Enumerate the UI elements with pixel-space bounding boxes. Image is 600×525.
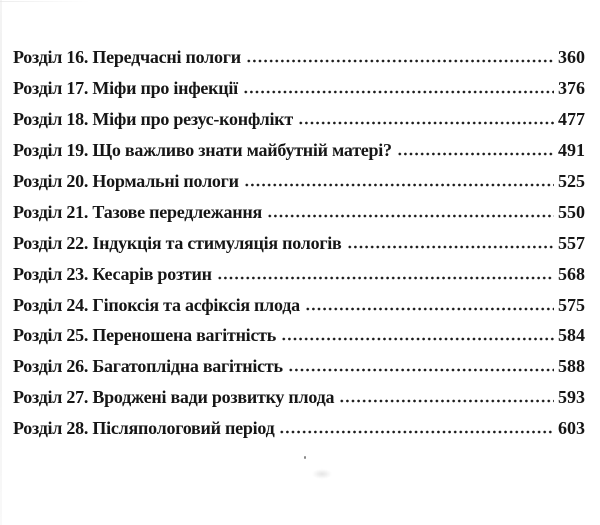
dot-leader — [281, 337, 554, 341]
toc-entry — [13, 413, 585, 444]
toc-entry-page: 550 — [558, 201, 585, 222]
dot-leader — [298, 121, 554, 125]
toc-entry — [13, 104, 585, 135]
toc-entry-label: Розділ 18. Міфи про резус-конфлікт — [13, 108, 293, 129]
dot-leader — [279, 430, 554, 434]
toc-entry-page: 557 — [558, 232, 585, 253]
toc-entry — [13, 73, 585, 104]
scan-smudge — [312, 469, 332, 479]
dot-leader — [217, 276, 554, 280]
toc-entry — [13, 228, 585, 259]
toc-entry-label: Розділ 16. Передчасні пологи — [13, 47, 241, 67]
toc-entry-label: Розділ 26. Багатоплідна вагітність — [13, 356, 283, 377]
toc-entry — [13, 42, 585, 73]
toc-entry-label: Розділ 25. Переношена вагітність — [13, 325, 277, 346]
dot-leader — [397, 152, 554, 156]
toc-entry — [13, 166, 585, 197]
toc-entry — [13, 290, 585, 321]
toc-entry-page: 593 — [558, 387, 585, 408]
dot-leader — [267, 214, 554, 218]
scan-speck — [304, 456, 306, 459]
toc-entry-label: Розділ 21. Тазове передлежання — [13, 201, 262, 222]
dot-leader — [339, 399, 554, 403]
dot-leader — [246, 59, 554, 63]
toc-entry-page: 491 — [558, 139, 585, 160]
toc-entry-page: 477 — [558, 108, 585, 129]
dot-leader — [288, 368, 554, 372]
dot-leader — [243, 90, 554, 94]
toc-entry — [13, 320, 585, 351]
toc-entry-page: 525 — [558, 170, 585, 191]
toc-entry-label: Розділ 17. Міфи про інфекції — [13, 77, 238, 98]
toc-entry-page: 584 — [558, 325, 585, 346]
dot-leader — [305, 307, 554, 311]
toc-entry — [13, 259, 585, 290]
dot-leader — [244, 183, 554, 187]
toc-entry-page: 588 — [558, 356, 585, 377]
toc-entry — [13, 382, 585, 413]
toc-entry-label: Розділ 20. Нормальні пологи — [13, 170, 239, 191]
dot-leader — [347, 245, 554, 249]
toc-entry-label: Розділ 23. Кесарів розтин — [13, 263, 212, 284]
toc-entry-label: Розділ 19. Що важливо знати майбутній матері? — [13, 139, 392, 160]
toc-entry-label: Розділ 24. Гіпоксія та асфіксія плода — [13, 294, 300, 315]
toc-entry-page: 575 — [558, 294, 585, 315]
toc-entry-page: 360 — [558, 47, 585, 67]
toc-entry-label: Розділ 28. Післяпологовий період — [13, 418, 275, 439]
toc-entry-page: 376 — [558, 77, 585, 98]
toc-entry-label: Розділ 27. Вроджені вади розвитку плода — [13, 387, 335, 408]
toc-entry — [13, 135, 585, 166]
toc-entry — [13, 351, 585, 382]
toc-entry-page: 603 — [558, 418, 585, 439]
toc-entry-page: 568 — [558, 263, 585, 284]
toc-entry-label: Розділ 22. Індукція та стимуляція пологів — [13, 232, 342, 253]
toc-entry — [13, 197, 585, 228]
